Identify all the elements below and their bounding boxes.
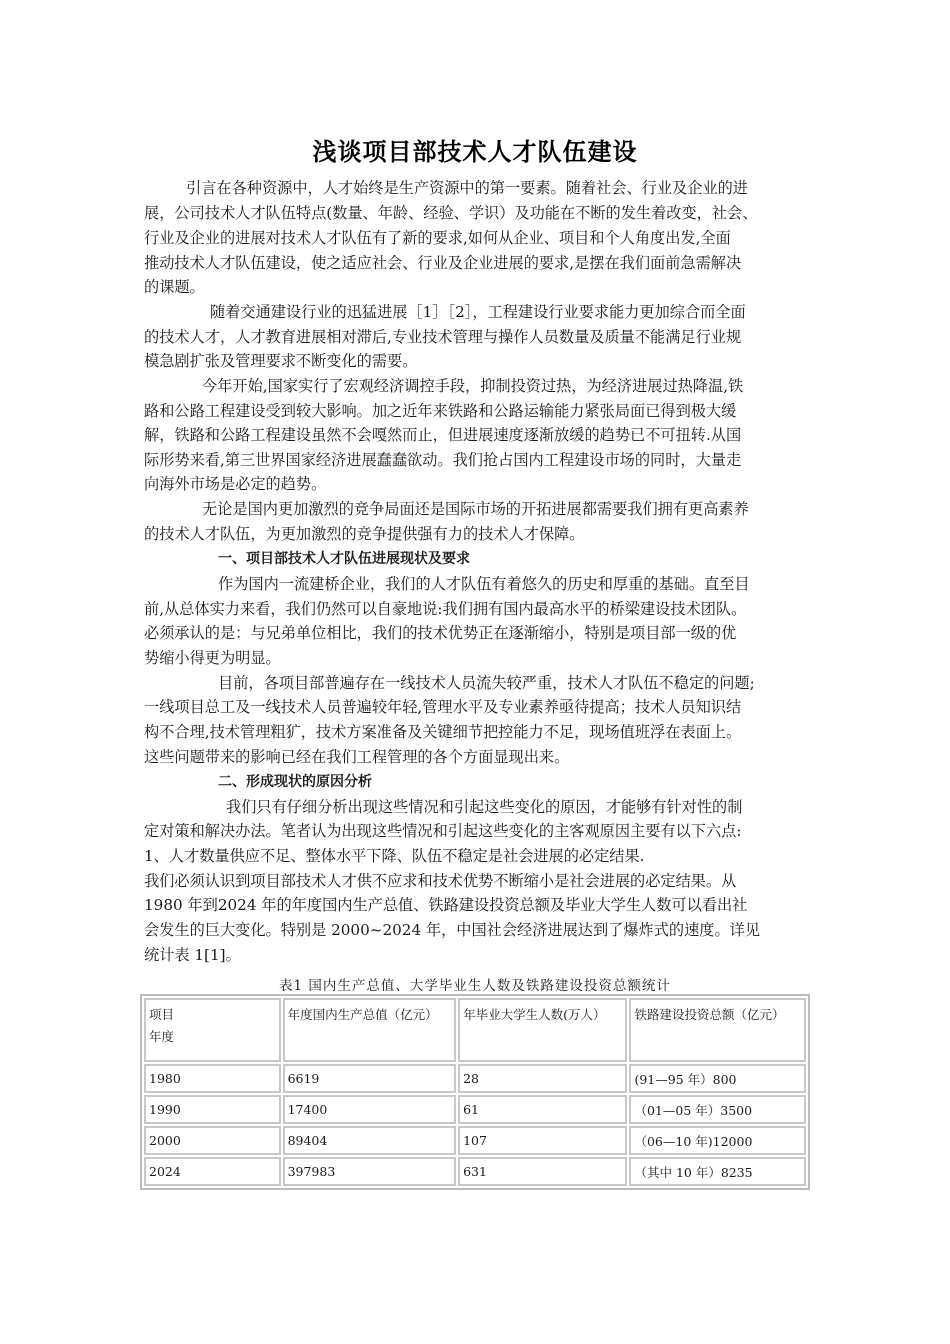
- paragraph-line: 这些问题带来的影响已经在我们工程管理的各个方面显现出来。: [144, 748, 570, 766]
- header-item-label: 项目: [149, 1007, 175, 1022]
- table-row: [144, 1157, 806, 1186]
- table-cell-railway-investment: （其中 10 年）8235: [629, 1157, 806, 1186]
- paragraph-line: 的技术人才队伍，为更加激烈的竞争提供强有力的技术人才保障。: [144, 525, 585, 543]
- table-cell-graduates: 28: [458, 1064, 627, 1093]
- paragraph-line: 解，铁路和公路工程建设虽然不会嘎然而止，但进展速度逐渐放缓的趋势已不可扭转.从国: [144, 426, 742, 444]
- paragraph-line: 展，公司技术人才队伍特点(数量、年龄、经验、学识）及功能在不断的发生着改变，社会、: [144, 204, 758, 222]
- table-cell-gdp: 17400: [283, 1095, 456, 1124]
- table-cell-year: 2024: [144, 1157, 281, 1186]
- table-cell-gdp: 397983: [283, 1157, 456, 1186]
- paragraph-line: 构不合理,技术管理粗犷，技术方案准备及关键细节把控能力不足，现场值班浮在表面上。: [144, 723, 742, 741]
- paragraph-line: 我们必须认识到项目部技术人才供不应求和技术优势不断缩小是社会进展的必定结果。从: [144, 872, 737, 890]
- paragraph-line: 统计表 1[1]。: [144, 946, 241, 964]
- section-heading: 二、形成现状的原因分析: [218, 774, 372, 790]
- header-cell-railway-investment: 铁路建设投资总额（亿元）: [629, 998, 806, 1062]
- paragraph-line: 一线项目总工及一线技术人员普遍较年轻,管理水平及专业素养亟待提高；技术人员知识结: [144, 698, 742, 716]
- paragraph-line: 目前，各项目部普遍存在一线技术人员流失较严重，技术人才队伍不稳定的问题;: [218, 674, 755, 692]
- paragraph-line: 路和公路工程建设受到较大影响。加之近年来铁路和公路运输能力紧张局面已得到极大缓: [144, 402, 737, 420]
- table-row: [144, 1064, 806, 1093]
- table-cell-year: 1980: [144, 1064, 281, 1093]
- paragraph-line: 作为国内一流建桥企业，我们的人才队伍有着悠久的历史和厚重的基础。直至目: [218, 575, 750, 593]
- paragraph-line: 的技术人才，人才教育进展相对滞后,专业技术管理与操作人员数量及质量不能满足行业规: [144, 328, 742, 346]
- header-cell-gdp: 年度国内生产总值（亿元）: [283, 998, 456, 1062]
- paragraph-line: 的课题。: [144, 278, 205, 296]
- table-cell-gdp: 89404: [283, 1126, 456, 1155]
- paragraph-line: 我们只有仔细分析出现这些情况和引起这些变化的原因，才能够有针对性的制: [226, 798, 743, 816]
- paragraph-line: 定对策和解决办法。笔者认为出现这些情况和引起这些变化的主客观原因主要有以下六点:: [144, 822, 742, 840]
- table-caption: 表1 国内生产总值、大学毕业生人数及铁路建设投资总额统计: [279, 978, 671, 994]
- paragraph-line: 势缩小得更为明显。: [144, 649, 281, 667]
- paragraph-line: 今年开始,国家实行了宏观经济调控手段，抑制投资过热，为经济进展过热降温,铁: [202, 377, 744, 395]
- table-header-row: [144, 998, 806, 1062]
- paragraph-line: 推动技术人才队伍建设，使之适应社会、行业及企业进展的要求,是摆在我们面前急需解决: [144, 254, 742, 272]
- paragraph-line: 无论是国内更加激烈的竞争局面还是国际市场的开拓进展都需要我们拥有更高素养: [202, 500, 749, 518]
- header-cell-item-year: [144, 998, 281, 1062]
- table-cell-railway-investment: (91—95 年）800: [629, 1064, 806, 1093]
- paragraph-line: 行业及企业的进展对技术人才队伍有了新的要求,如何从企业、项目和个人角度出发,全面: [144, 229, 731, 247]
- paragraph-line: 1980 年到2024 年的年度国内生产总值、铁路建设投资总额及毕业大学生人数可以看出社: [144, 896, 748, 914]
- table-cell-year: 2000: [144, 1126, 281, 1155]
- paragraph-line: 前,从总体实力来看，我们仍然可以自豪地说:我们拥有国内最高水平的桥梁建设技术团队。: [144, 600, 747, 618]
- table-cell-railway-investment: （06—10 年)12000: [629, 1126, 806, 1155]
- statistics-table: [140, 994, 810, 1190]
- header-cell-graduates: 年毕业大学生人数(万人）: [458, 998, 627, 1062]
- table-cell-gdp: 6619: [283, 1064, 456, 1093]
- section-heading: 一、项目部技术人才队伍进展现状及要求: [218, 551, 470, 567]
- table-cell-graduates: 61: [458, 1095, 627, 1124]
- table-cell-graduates: 107: [458, 1126, 627, 1155]
- paragraph-line: 模急剧扩张及管理要求不断变化的需要。: [144, 352, 418, 370]
- paragraph-line: 会发生的巨大变化。特别是 2000~2024 年，中国社会经济进展达到了爆炸式的速度。详见: [144, 921, 761, 939]
- table-cell-graduates: 631: [458, 1157, 627, 1186]
- table-cell-railway-investment: （01—05 年）3500: [629, 1095, 806, 1124]
- paragraph-line: 1、人才数量供应不足、整体水平下降、队伍不稳定是社会进展的必定结果.: [144, 847, 645, 865]
- document-title: 浅谈项目部技术人才队伍建设: [312, 138, 638, 166]
- paragraph-line: 向海外市场是必定的趋势。: [144, 475, 327, 493]
- table-row: [144, 1095, 806, 1124]
- table-cell-year: 1990: [144, 1095, 281, 1124]
- paragraph-line: 引言在各种资源中，人才始终是生产资源中的第一要素。随着社会、行业及企业的进: [186, 179, 748, 197]
- paragraph-line: 际形势来看,第三世界国家经济进展蠢蠢欲动。我们抢占国内工程建设市场的同时，大量走: [144, 451, 742, 469]
- table-row: [144, 1126, 806, 1155]
- header-year-label: 年度: [149, 1029, 175, 1044]
- paragraph-line: 必须承认的是：与兄弟单位相比，我们的技术优势正在逐渐缩小，特别是项目部一级的优: [144, 624, 737, 642]
- paragraph-line: 随着交通建设行业的迅猛进展［1］［2］，工程建设行业要求能力更加综合而全面: [210, 303, 746, 321]
